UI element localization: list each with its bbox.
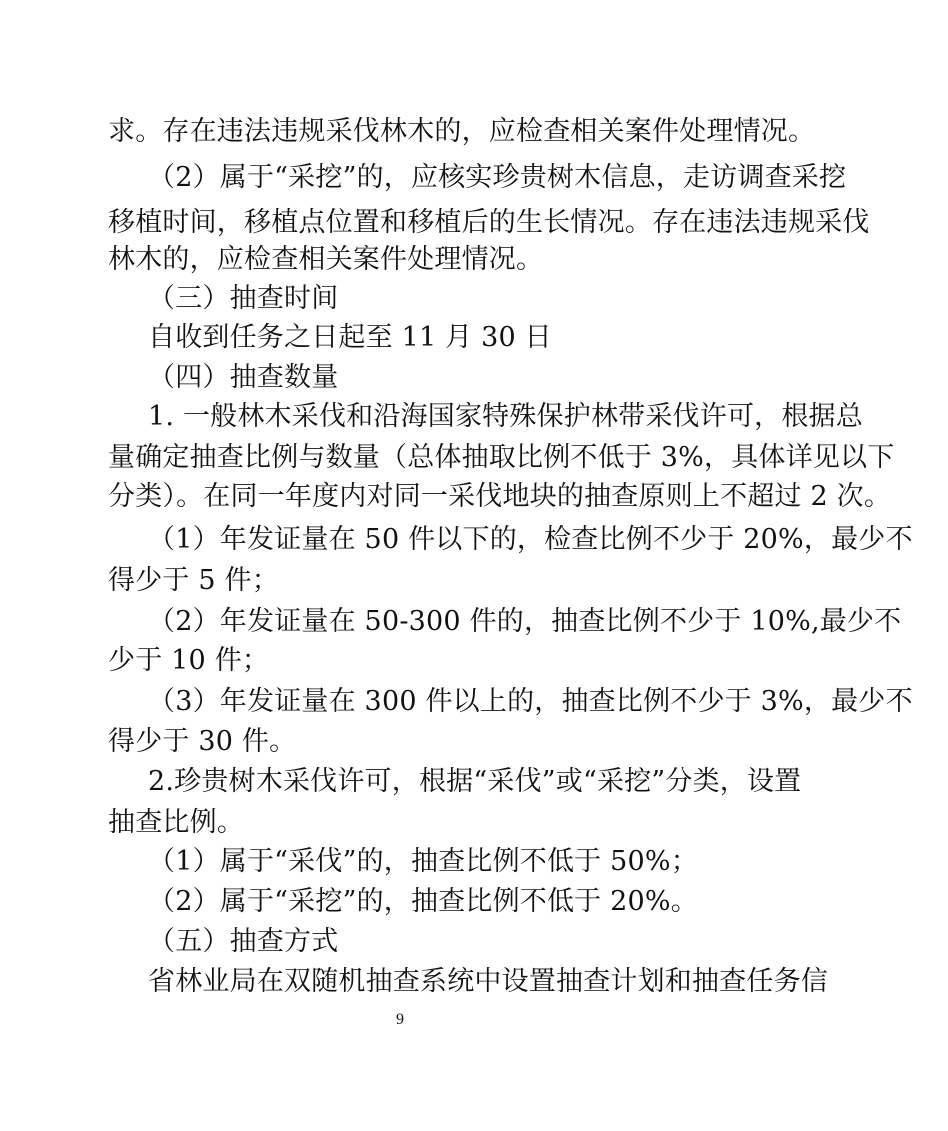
section-heading: （三）抽查时间 (148, 283, 339, 314)
section-heading: （五）抽查方式 (148, 926, 339, 957)
paragraph-line: 求。存在违法违规采伐林木的，应检查相关案件处理情况。 (108, 116, 816, 147)
paragraph-line: （1）属于“采伐”的，抽查比例不低于 50%； (148, 846, 698, 877)
page-number: 9 (396, 1011, 404, 1028)
paragraph-line: 1. 一般林木采伐和沿海国家特殊保护林带采伐许可，根据总 (148, 401, 863, 432)
paragraph-line: （2）年发证量在 50-300 件的，抽查比例不少于 10%,最少不 (148, 606, 902, 637)
paragraph-line: 林木的，应检查相关案件处理情况。 (108, 244, 544, 275)
paragraph-line: 2.珍贵树木采伐许可，根据“采伐”或“采挖”分类，设置 (148, 766, 802, 797)
paragraph-line: 抽查比例。 (108, 807, 244, 838)
paragraph-line: （2）属于“采挖”的，应核实珍贵树木信息，走访调查采挖 (148, 162, 847, 193)
paragraph-line: 得少于 5 件； (108, 565, 279, 596)
section-heading: （四）抽查数量 (148, 362, 339, 393)
paragraph-line: （1）年发证量在 50 件以下的，检查比例不少于 20%，最少不 (148, 524, 913, 555)
paragraph-line: 分类）。在同一年度内对同一采伐地块的抽查原则上不超过 2 次。 (108, 481, 892, 512)
paragraph-line: 省林业局在双随机抽查系统中设置抽查计划和抽查任务信 (148, 966, 828, 997)
paragraph-line: 量确定抽查比例与数量（总体抽取比例不低于 3%，具体详见以下 (108, 442, 895, 473)
paragraph-line: （2）属于“采挖”的，抽查比例不低于 20%。 (148, 886, 698, 917)
paragraph-line: 少于 10 件； (108, 645, 270, 676)
paragraph-line: 得少于 30 件。 (108, 726, 297, 757)
paragraph-line: （3）年发证量在 300 件以上的，抽查比例不少于 3%，最少不 (148, 686, 913, 717)
paragraph-line: 自收到任务之日起至 11 月 30 日 (148, 322, 552, 353)
paragraph-line: 移植时间，移植点位置和移植后的生长情况。存在违法违规采伐 (108, 207, 870, 238)
